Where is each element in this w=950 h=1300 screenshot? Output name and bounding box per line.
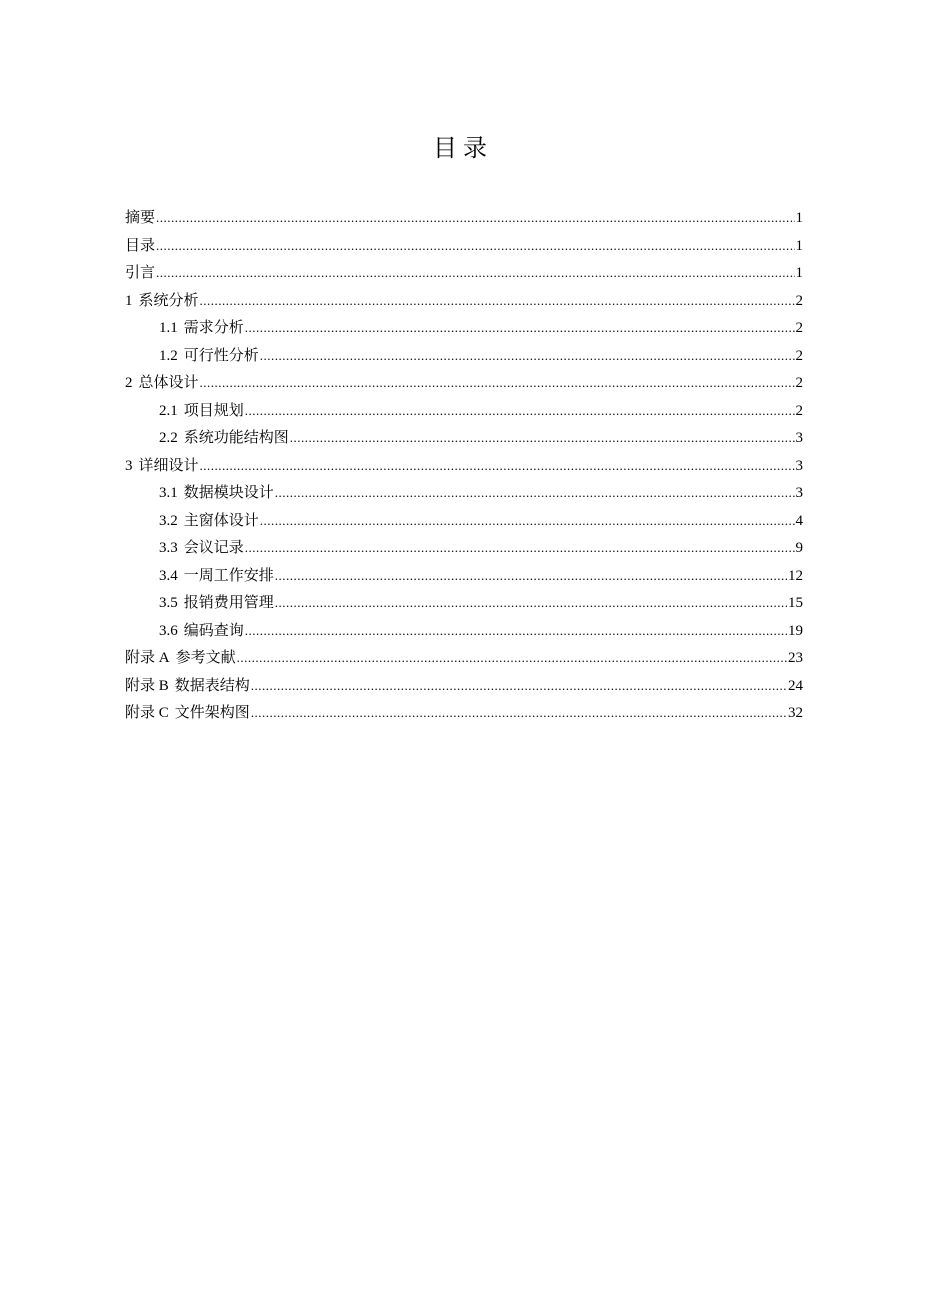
toc-entry[interactable] — [125, 672, 803, 700]
toc-entry-label: 可行性分析 — [183, 347, 259, 364]
toc-entry[interactable] — [125, 479, 803, 507]
toc-entry-label: 系统分析 — [138, 292, 199, 309]
toc-entry[interactable] — [125, 617, 803, 645]
toc-page-number: 2 — [795, 292, 803, 309]
toc-entry-label: 摘要 — [125, 210, 156, 226]
toc-page-number: 4 — [795, 512, 803, 529]
toc-entry-title — [125, 453, 199, 481]
toc-dot-leader — [275, 479, 795, 507]
toc-dot-leader — [245, 534, 795, 562]
toc-entry-number: 2.2 — [159, 430, 178, 446]
toc-entry-number: 3 — [125, 457, 133, 474]
toc-entry-title — [159, 563, 274, 591]
toc-entry[interactable] — [125, 314, 803, 342]
table-of-contents — [125, 204, 803, 727]
toc-entry-number: 3.4 — [159, 567, 178, 584]
toc-entry-title — [125, 673, 250, 701]
toc-page-number: 3 — [795, 457, 803, 474]
toc-entry[interactable] — [125, 369, 803, 397]
toc-entry-title — [159, 508, 259, 536]
toc-dot-leader — [200, 287, 795, 315]
toc-dot-leader — [245, 617, 787, 645]
toc-page-number: 12 — [788, 567, 803, 584]
toc-entry-title — [159, 618, 244, 646]
toc-page-number: 2 — [795, 402, 803, 419]
toc-dot-leader — [260, 507, 795, 535]
page-title: 目录 — [433, 134, 493, 162]
toc-page-number: 32 — [788, 705, 803, 721]
toc-page-number: 2 — [795, 375, 803, 391]
toc-entry-title — [125, 233, 155, 261]
toc-entry-label: 目录 — [125, 237, 156, 254]
toc-dot-leader — [245, 397, 795, 425]
toc-entry[interactable] — [125, 232, 803, 260]
toc-entry[interactable] — [125, 644, 803, 672]
toc-entry[interactable] — [125, 699, 803, 727]
toc-page-number: 9 — [795, 540, 803, 556]
toc-page-number: 15 — [788, 595, 803, 611]
toc-entry[interactable] — [125, 452, 803, 480]
toc-entry-number: 3.1 — [159, 485, 178, 501]
toc-dot-leader — [251, 672, 787, 700]
toc-entry-number: 3.2 — [159, 512, 178, 529]
toc-entry[interactable] — [125, 259, 803, 287]
toc-dot-leader — [275, 562, 787, 590]
toc-entry[interactable] — [125, 534, 803, 562]
toc-page-number: 1 — [795, 265, 803, 281]
toc-page-number: 1 — [795, 210, 803, 226]
toc-entry-number: 2.1 — [159, 402, 178, 419]
toc-dot-leader — [260, 342, 795, 370]
toc-entry-number: 3.3 — [159, 540, 178, 556]
toc-entry-title — [159, 315, 244, 343]
toc-entry-label: 系统功能结构图 — [183, 430, 289, 446]
toc-entry-label: 文件架构图 — [174, 705, 250, 721]
toc-dot-leader — [245, 314, 795, 342]
toc-entry-label: 参考文献 — [175, 650, 236, 666]
toc-page-number: 23 — [788, 650, 803, 666]
toc-entry-title — [159, 480, 274, 508]
toc-entry-label: 引言 — [125, 265, 156, 281]
toc-entry-title — [159, 398, 244, 426]
toc-entry-label: 需求分析 — [183, 320, 244, 336]
toc-entry-label: 总体设计 — [138, 375, 199, 391]
toc-entry-title — [125, 260, 155, 288]
toc-entry-number: 3.5 — [159, 595, 178, 611]
toc-entry-number: 3.6 — [159, 622, 178, 639]
toc-entry[interactable] — [125, 342, 803, 370]
toc-entry-title — [125, 288, 199, 316]
toc-page-number: 24 — [788, 677, 803, 694]
toc-entry-number: 附录 B — [125, 677, 169, 694]
toc-dot-leader — [156, 204, 794, 232]
toc-entry-label: 编码查询 — [183, 622, 244, 639]
toc-entry-label: 数据表结构 — [174, 677, 250, 694]
toc-dot-leader — [156, 259, 794, 287]
toc-entry-label: 详细设计 — [138, 457, 199, 474]
toc-entry-label: 主窗体设计 — [183, 512, 259, 529]
toc-entry-label: 会议记录 — [183, 540, 244, 556]
toc-page-number: 19 — [788, 622, 803, 639]
toc-entry-title — [159, 343, 259, 371]
toc-page-number: 2 — [795, 320, 803, 336]
toc-page-number: 3 — [795, 485, 803, 501]
toc-entry-title — [125, 645, 236, 673]
toc-dot-leader — [156, 232, 794, 260]
toc-entry[interactable] — [125, 562, 803, 590]
toc-entry-title — [125, 205, 155, 233]
toc-entry-label: 数据模块设计 — [183, 485, 274, 501]
toc-entry-number: 1.2 — [159, 347, 178, 364]
toc-entry[interactable] — [125, 204, 803, 232]
toc-entry-number: 附录 C — [125, 705, 169, 721]
toc-entry[interactable] — [125, 507, 803, 535]
toc-entry[interactable] — [125, 589, 803, 617]
toc-entry-label: 报销费用管理 — [183, 595, 274, 611]
toc-dot-leader — [200, 452, 795, 480]
toc-dot-leader — [251, 699, 787, 727]
toc-entry-label: 一周工作安排 — [183, 567, 274, 584]
toc-entry-title — [159, 535, 244, 563]
toc-entry-number: 1.1 — [159, 320, 178, 336]
toc-dot-leader — [290, 424, 795, 452]
toc-entry-number: 附录 A — [125, 650, 170, 666]
toc-entry-title — [159, 590, 274, 618]
toc-dot-leader — [275, 589, 787, 617]
toc-entry[interactable] — [125, 397, 803, 425]
toc-entry-number: 1 — [125, 292, 133, 309]
toc-page-number: 1 — [795, 237, 803, 254]
toc-entry-title — [125, 370, 199, 398]
toc-dot-leader — [237, 644, 787, 672]
toc-dot-leader — [200, 369, 795, 397]
toc-entry[interactable] — [125, 424, 803, 452]
toc-page-number: 2 — [795, 347, 803, 364]
toc-entry[interactable] — [125, 287, 803, 315]
toc-entry-number: 2 — [125, 375, 133, 391]
toc-page-number: 3 — [795, 430, 803, 446]
toc-entry-title — [159, 425, 289, 453]
toc-entry-label: 项目规划 — [183, 402, 244, 419]
toc-entry-title — [125, 700, 250, 728]
